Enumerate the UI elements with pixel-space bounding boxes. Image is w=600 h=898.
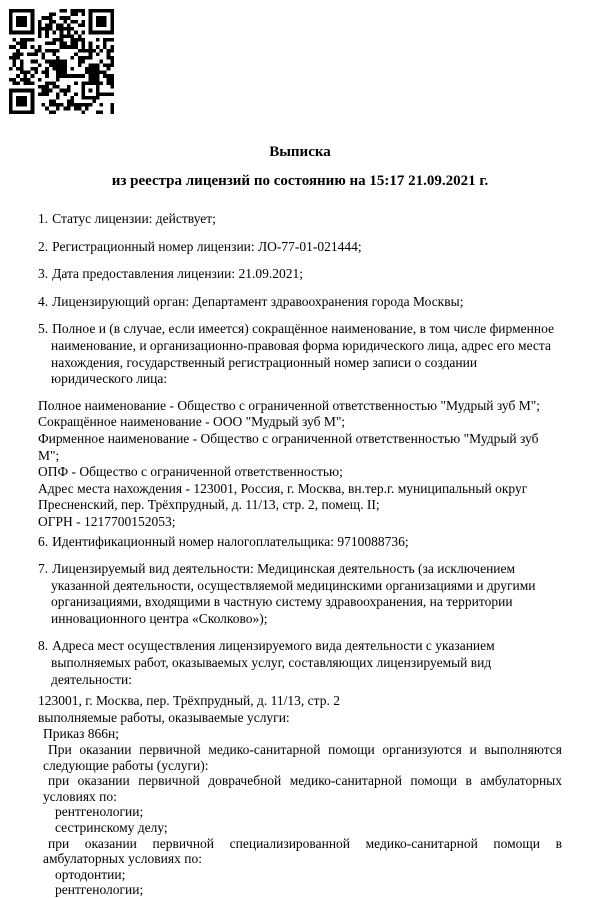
entity-ogrn: ОГРН - 1217700152053; — [38, 513, 176, 529]
item-grant-date — [38, 266, 562, 283]
item-number: 5. — [38, 321, 49, 337]
service-nursing: сестринскому делу; — [55, 820, 168, 835]
qr-code-icon — [9, 9, 114, 114]
item-text: Полное и (в случае, если имеется) сокращённое наименование, в том числе фирменное наименование, и организационно-правовая форма юридического лица, адрес его места нахождения, государственный регистрационный номер записи о создании юридического лица: — [51, 321, 554, 387]
service-orthodontics: ортодонтии; — [55, 866, 126, 882]
item-text: Лицензируемый вид деятельности: Медицинская деятельность (за исключением указанной деятельности, осуществляемой медицинскими организациями и другими организациями, входящими в частную систему здравоохранения, на территории инновационного центра «Сколково»); — [51, 561, 536, 626]
item-number: 6. — [38, 533, 49, 549]
entity-address: Адрес места нахождения - 123001, Россия, г. Москва, вн.тер.г. муниципальный округ Пресненский, пер. Трёхпрудный, д. 11/13, стр. 2, помещ. II; — [38, 480, 528, 513]
services-block — [38, 726, 562, 898]
item-text: Адреса мест осуществления лицензируемого вида деятельности с указанием выполняемых работ, оказываемых услуг, составляющих лицензируемый вид деятельности: — [51, 638, 495, 687]
page-title: Выписка — [269, 144, 331, 160]
entity-details-block — [38, 398, 562, 531]
item-number: 3. — [38, 266, 49, 282]
service-prehospital-care-intro: при оказании первичной доврачебной медико-санитарной помощи в амбулаторных условиях по: — [43, 773, 562, 804]
service-primary-care-intro: При оказании первичной медико-санитарной помощи организуются и выполняются следующие работы (услуги): — [43, 742, 562, 773]
document-content — [38, 138, 562, 898]
service-radiology: рентгенологии; — [55, 804, 144, 820]
item-number: 8. — [38, 638, 49, 654]
entity-full-name: Полное наименование - Общество с ограниченной ответственностью "Мудрый зуб М"; — [38, 397, 540, 413]
entity-brand-name: Фирменное наименование - Общество с ограниченной ответственностью "Мудрый зуб М"; — [38, 430, 539, 463]
item-licensed-activity — [38, 561, 562, 627]
item-text: Статус лицензии: действует; — [52, 211, 216, 226]
item-taxpayer-number — [38, 534, 562, 551]
service-radiology-2: рентгенологии; — [55, 882, 144, 898]
item-activity-addresses-heading — [38, 638, 562, 688]
item-registration-number — [38, 239, 562, 256]
item-licensing-authority — [38, 294, 562, 311]
activity-address: 123001, г. Москва, пер. Трёхпрудный, д. 11/13, стр. 2 — [38, 693, 340, 709]
works-intro: выполняемые работы, оказываемые услуги: — [38, 709, 290, 725]
page-subtitle: из реестра лицензий по состоянию на 15:17 21.09.2021 г. — [111, 173, 489, 189]
item-license-status — [38, 211, 562, 228]
item-entity-name-heading — [38, 321, 562, 387]
item-number: 4. — [38, 293, 49, 309]
service-order-ref: Приказ 866н; — [43, 726, 120, 742]
item-text: Идентификационный номер налогоплательщика: 9710088736; — [52, 533, 409, 549]
item-text: Регистрационный номер лицензии: ЛО-77-01-021444; — [52, 238, 362, 254]
item-text: Дата предоставления лицензии: 21.09.2021; — [52, 266, 303, 282]
service-specialized-care-intro: при оказании первичной специализированной медико-санитарной помощи в амбулаторных условиях по: — [43, 835, 562, 867]
item-text: Лицензирующий орган: Департамент здравоохранения города Москвы; — [52, 293, 464, 309]
item-number: 7. — [38, 561, 49, 577]
item-number: 2. — [38, 238, 49, 254]
entity-short-name: Сокращённое наименование - ООО "Мудрый зуб М"; — [38, 414, 346, 430]
item-number: 1. — [38, 211, 49, 226]
entity-legal-form: ОПФ - Общество с ограниченной ответственностью; — [38, 464, 343, 480]
